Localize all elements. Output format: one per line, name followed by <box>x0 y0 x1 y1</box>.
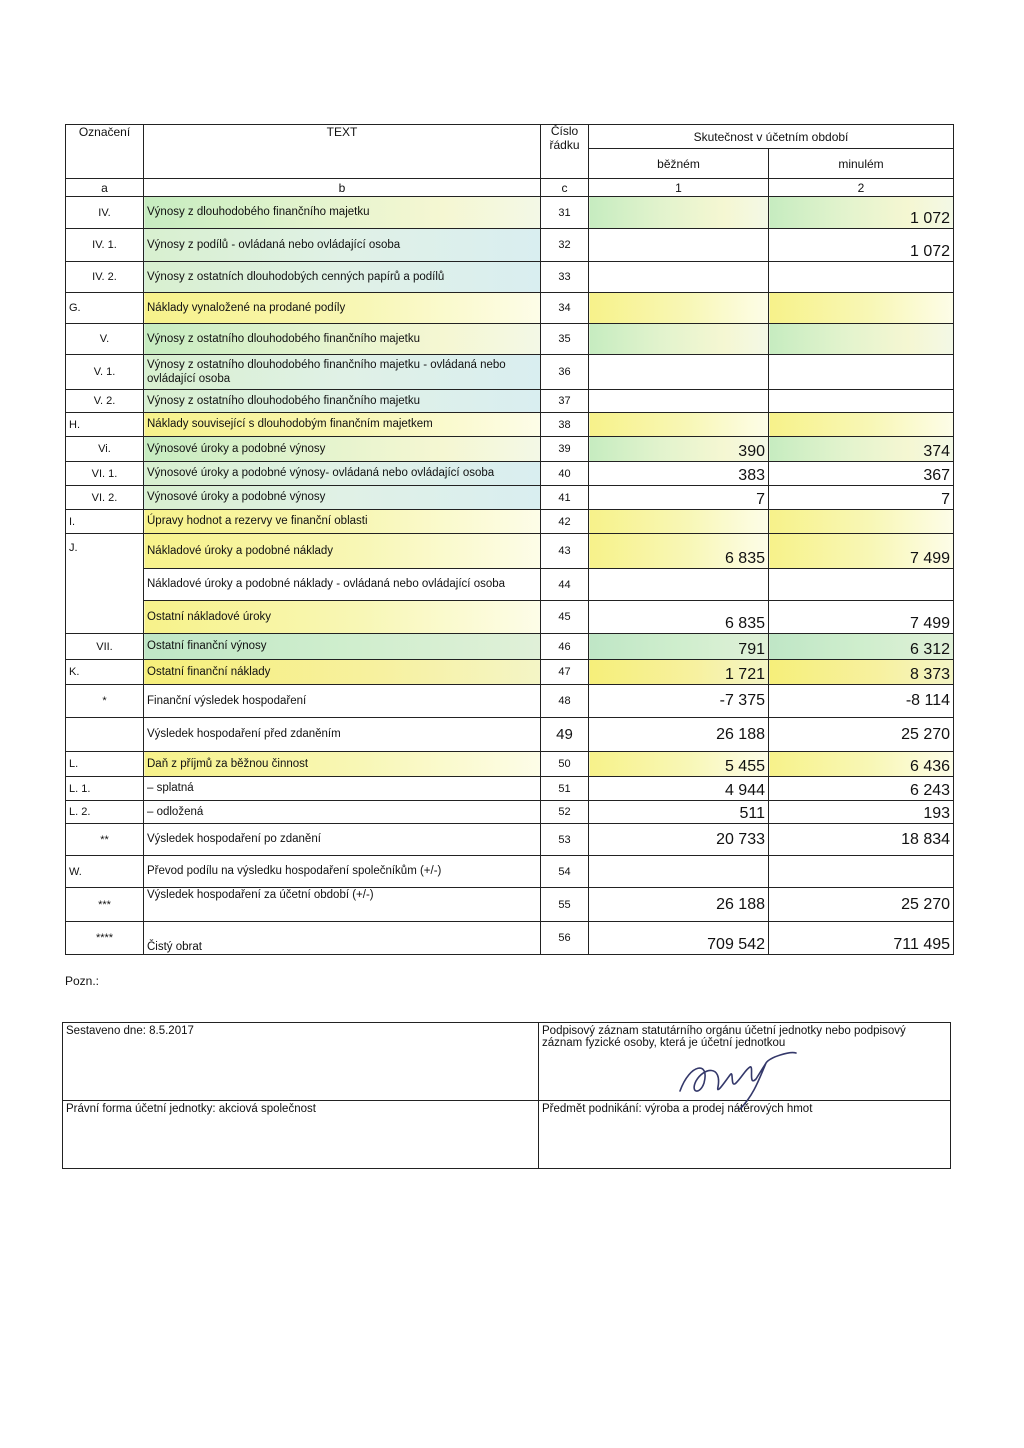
row-oznaceni: L. 2. <box>66 801 144 824</box>
value-current-period <box>589 413 769 437</box>
row-oznaceni: *** <box>66 888 144 922</box>
note-label: Pozn.: <box>65 974 100 988</box>
header-col-c: c <box>541 179 589 197</box>
value-previous-period <box>769 355 954 390</box>
row-oznaceni: L. <box>66 752 144 777</box>
table-row <box>66 601 954 634</box>
table-row <box>66 390 954 413</box>
table-row <box>66 229 954 262</box>
value-previous-period: 18 834 <box>769 824 954 856</box>
row-number: 55 <box>541 888 589 922</box>
row-number: 37 <box>541 390 589 413</box>
row-number: 45 <box>541 601 589 634</box>
legal-form: Právní forma účetní jednotky: akciová společnost <box>63 1101 539 1169</box>
table-row <box>66 718 954 752</box>
value-previous-period: 6 436 <box>769 752 954 777</box>
row-text: Výsledek hospodaření před zdaněním <box>144 718 541 752</box>
row-number: 31 <box>541 197 589 229</box>
footer-table <box>62 1022 951 1169</box>
table-row <box>66 634 954 660</box>
row-number: 39 <box>541 437 589 462</box>
row-text: Výsledek hospodaření za účetní období (+/-) <box>144 888 541 922</box>
row-text: Výnosy z ostatních dlouhodobých cenných papírů a podílů <box>144 262 541 293</box>
row-oznaceni: J. <box>66 534 144 634</box>
row-number: 53 <box>541 824 589 856</box>
header-text: TEXT <box>144 125 541 179</box>
signature-record: Podpisový záznam statutárního orgánu účetní jednotky nebo podpisový záznam fyzické osoby, která je účetní jednotkou <box>539 1023 951 1101</box>
row-oznaceni: I. <box>66 510 144 534</box>
value-current-period <box>589 324 769 355</box>
header-col-b: b <box>144 179 541 197</box>
row-number: 44 <box>541 569 589 601</box>
value-previous-period: 25 270 <box>769 718 954 752</box>
row-number: 49 <box>541 718 589 752</box>
row-number: 54 <box>541 856 589 888</box>
value-previous-period: 711 495 <box>769 922 954 955</box>
row-text: – odložená <box>144 801 541 824</box>
table-row <box>66 486 954 510</box>
business-subject: Předmět podnikání: výroba a prodej nátěrových hmot <box>539 1101 951 1169</box>
value-previous-period: 374 <box>769 437 954 462</box>
row-oznaceni: * <box>66 685 144 718</box>
value-previous-period <box>769 413 954 437</box>
row-number: 48 <box>541 685 589 718</box>
table-row <box>66 824 954 856</box>
value-current-period: 1 721 <box>589 660 769 685</box>
value-current-period: 20 733 <box>589 824 769 856</box>
value-current-period: 4 944 <box>589 777 769 801</box>
table-row <box>66 262 954 293</box>
table-row <box>66 413 954 437</box>
row-oznaceni: IV. <box>66 197 144 229</box>
value-previous-period <box>769 510 954 534</box>
value-previous-period: -8 114 <box>769 685 954 718</box>
table-body <box>66 197 954 955</box>
value-previous-period: 1 072 <box>769 197 954 229</box>
value-previous-period: 1 072 <box>769 229 954 262</box>
row-oznaceni: V. 1. <box>66 355 144 390</box>
header-cislo-radku: Číslo řádku <box>541 125 589 179</box>
row-oznaceni: W. <box>66 856 144 888</box>
row-oznaceni: IV. 2. <box>66 262 144 293</box>
value-current-period <box>589 293 769 324</box>
row-number: 36 <box>541 355 589 390</box>
row-text: Náklady vynaložené na prodané podíly <box>144 293 541 324</box>
row-number: 41 <box>541 486 589 510</box>
value-current-period: 26 188 <box>589 888 769 922</box>
row-oznaceni: V. 2. <box>66 390 144 413</box>
row-number: 50 <box>541 752 589 777</box>
row-oznaceni: **** <box>66 922 144 955</box>
row-text: Výnosy z podílů - ovládaná nebo ovládající osoba <box>144 229 541 262</box>
value-current-period: 6 835 <box>589 601 769 634</box>
row-number: 40 <box>541 462 589 486</box>
value-current-period: 709 542 <box>589 922 769 955</box>
value-previous-period: 7 499 <box>769 601 954 634</box>
value-previous-period: 7 <box>769 486 954 510</box>
header-col-a: a <box>66 179 144 197</box>
row-text: Ostatní finanční náklady <box>144 660 541 685</box>
value-previous-period: 25 270 <box>769 888 954 922</box>
value-current-period <box>589 262 769 293</box>
row-text: Výnosy z dlouhodobého finančního majetku <box>144 197 541 229</box>
value-previous-period: 6 312 <box>769 634 954 660</box>
row-oznaceni: ** <box>66 824 144 856</box>
value-current-period <box>589 229 769 262</box>
header-skutecnost: Skutečnost v účetním období <box>589 125 954 149</box>
table-row <box>66 355 954 390</box>
table-row <box>66 534 954 569</box>
value-previous-period <box>769 856 954 888</box>
value-previous-period: 7 499 <box>769 534 954 569</box>
table-row <box>66 685 954 718</box>
row-number: 34 <box>541 293 589 324</box>
value-current-period <box>589 510 769 534</box>
row-text: Ostatní finanční výnosy <box>144 634 541 660</box>
handwritten-signature <box>670 1043 800 1113</box>
table-row <box>66 888 954 922</box>
row-text: Náklady související s dlouhodobým finančním majetkem <box>144 413 541 437</box>
value-current-period: 7 <box>589 486 769 510</box>
header-col-2: 2 <box>769 179 954 197</box>
row-oznaceni: VI. 1. <box>66 462 144 486</box>
row-text: Výnosy z ostatního dlouhodobého finančního majetku <box>144 390 541 413</box>
row-oznaceni: IV. 1. <box>66 229 144 262</box>
value-current-period <box>589 197 769 229</box>
table-row <box>66 510 954 534</box>
value-current-period: 383 <box>589 462 769 486</box>
row-text: Ostatní nákladové úroky <box>144 601 541 634</box>
value-current-period: 6 835 <box>589 534 769 569</box>
table-row <box>66 437 954 462</box>
table-row <box>66 777 954 801</box>
table-row <box>66 752 954 777</box>
value-previous-period <box>769 293 954 324</box>
header-oznaceni: Označení <box>66 125 144 179</box>
table-row <box>66 569 954 601</box>
row-oznaceni: V. <box>66 324 144 355</box>
table-row <box>66 922 954 955</box>
table-row <box>66 293 954 324</box>
header-minule-obdobi: minulém <box>769 149 954 179</box>
row-number: 33 <box>541 262 589 293</box>
row-number: 35 <box>541 324 589 355</box>
row-text: Výnosové úroky a podobné výnosy <box>144 486 541 510</box>
value-current-period: 26 188 <box>589 718 769 752</box>
value-current-period: -7 375 <box>589 685 769 718</box>
value-current-period <box>589 856 769 888</box>
value-current-period: 511 <box>589 801 769 824</box>
row-text: Výnosové úroky a podobné výnosy- ovládaná nebo ovládající osoba <box>144 462 541 486</box>
row-oznaceni: Vi. <box>66 437 144 462</box>
value-current-period <box>589 569 769 601</box>
value-previous-period: 6 243 <box>769 777 954 801</box>
row-text: Výnosy z ostatního dlouhodobého finančního majetku - ovládaná nebo ovládající osoba <box>144 355 541 390</box>
value-previous-period <box>769 569 954 601</box>
row-text: Převod podílu na výsledku hospodaření společníkům (+/-) <box>144 856 541 888</box>
table-row <box>66 660 954 685</box>
row-oznaceni: L. 1. <box>66 777 144 801</box>
value-previous-period <box>769 262 954 293</box>
row-number: 51 <box>541 777 589 801</box>
value-previous-period <box>769 390 954 413</box>
row-number: 32 <box>541 229 589 262</box>
row-number: 52 <box>541 801 589 824</box>
row-text: Finanční výsledek hospodaření <box>144 685 541 718</box>
row-oznaceni: G. <box>66 293 144 324</box>
row-oznaceni: H. <box>66 413 144 437</box>
table-row <box>66 197 954 229</box>
row-text: Nákladové úroky a podobné náklady <box>144 534 541 569</box>
value-current-period: 390 <box>589 437 769 462</box>
row-oznaceni: VII. <box>66 634 144 660</box>
row-number: 56 <box>541 922 589 955</box>
row-text: Úpravy hodnot a rezervy ve finanční oblasti <box>144 510 541 534</box>
row-number: 38 <box>541 413 589 437</box>
row-text: Výnosy z ostatního dlouhodobého finančního majetku <box>144 324 541 355</box>
table-row <box>66 801 954 824</box>
value-current-period: 5 455 <box>589 752 769 777</box>
row-text: Nákladové úroky a podobné náklady - ovládaná nebo ovládající osoba <box>144 569 541 601</box>
table-row <box>66 324 954 355</box>
value-previous-period: 367 <box>769 462 954 486</box>
header-bezne-obdobi: běžném <box>589 149 769 179</box>
value-current-period <box>589 355 769 390</box>
compiled-date: Sestaveno dne: 8.5.2017 <box>63 1023 539 1101</box>
row-text: Výnosové úroky a podobné výnosy <box>144 437 541 462</box>
value-previous-period: 8 373 <box>769 660 954 685</box>
value-current-period: 791 <box>589 634 769 660</box>
row-number: 43 <box>541 534 589 569</box>
row-text: – splatná <box>144 777 541 801</box>
row-number: 47 <box>541 660 589 685</box>
income-statement-table <box>65 124 954 955</box>
table-row <box>66 462 954 486</box>
header-col-1: 1 <box>589 179 769 197</box>
row-oznaceni: K. <box>66 660 144 685</box>
row-number: 46 <box>541 634 589 660</box>
row-text: Výsledek hospodaření po zdanění <box>144 824 541 856</box>
row-oznaceni: VI. 2. <box>66 486 144 510</box>
table-row <box>66 856 954 888</box>
value-current-period <box>589 390 769 413</box>
row-text: Daň z příjmů za běžnou činnost <box>144 752 541 777</box>
row-oznaceni <box>66 718 144 752</box>
value-previous-period <box>769 324 954 355</box>
row-number: 42 <box>541 510 589 534</box>
value-previous-period: 193 <box>769 801 954 824</box>
row-text: Čistý obrat <box>144 922 541 955</box>
